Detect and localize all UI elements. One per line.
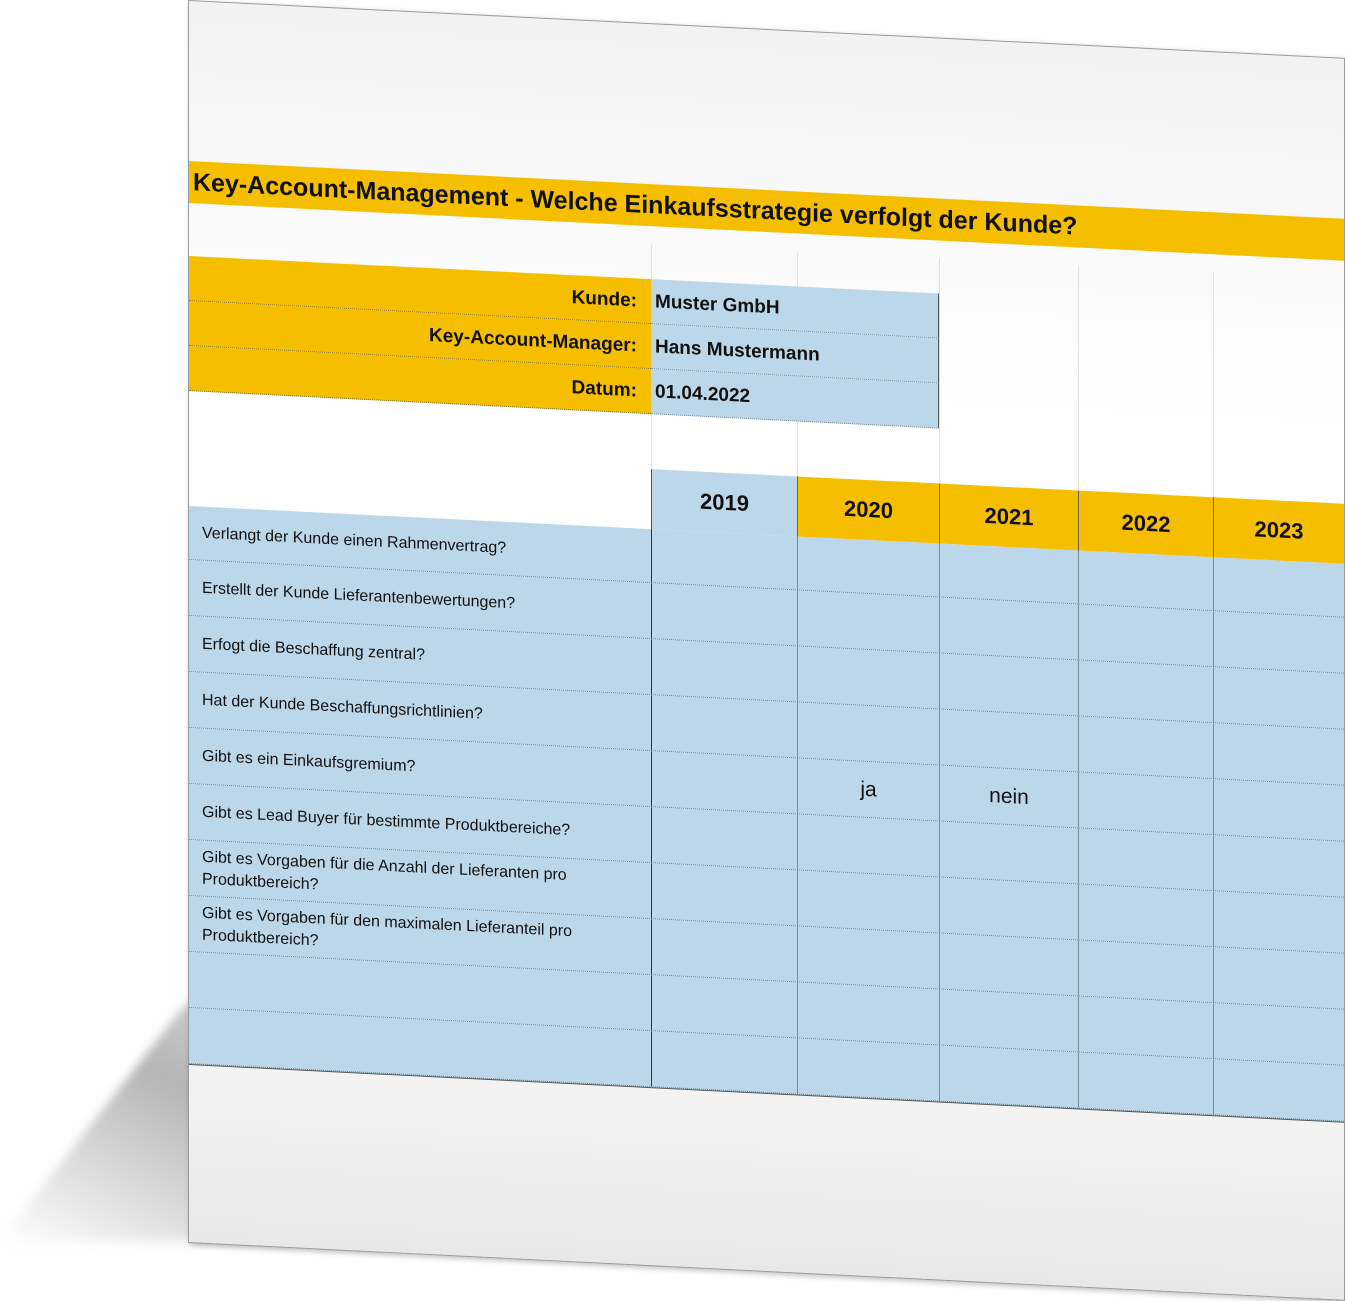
- page-title: Key-Account-Management - Welche Einkaufsstrategie verfolgt der Kunde?: [189, 161, 1344, 261]
- info-label: Key-Account-Manager:: [189, 301, 651, 369]
- answer-cell-2021[interactable]: [939, 1046, 1078, 1108]
- question-label: Gibt es Vorgaben für den maximalen Lieferanteil pro Produktbereich?: [202, 904, 572, 950]
- customer-field[interactable]: Muster GmbH: [651, 279, 939, 338]
- answer-cell-2023[interactable]: [1213, 891, 1344, 953]
- question-label: Gibt es Vorgaben für die Anzahl der Lieferanten pro Produktbereich?: [202, 848, 567, 894]
- date-field[interactable]: 01.04.2022: [651, 369, 939, 428]
- question-label: Erfogt die Beschaffung zentral?: [202, 635, 425, 664]
- answer-cell-2022[interactable]: [1078, 885, 1213, 947]
- answer-cell-2021[interactable]: [939, 544, 1078, 604]
- question-label: Verlangt der Kunde einen Rahmenvertrag?: [202, 524, 507, 557]
- spreadsheet: [189, 161, 1344, 950]
- answer-cell-2019[interactable]: [651, 863, 797, 925]
- answer-cell-2022[interactable]: [1078, 941, 1213, 1003]
- answer-cell-2019[interactable]: [651, 807, 797, 869]
- answer-cell-2023[interactable]: [1213, 947, 1344, 1009]
- year-header-2019: 2019: [651, 469, 797, 536]
- answer-cell-2021[interactable]: [939, 710, 1078, 772]
- answer-cell-2023[interactable]: [1213, 723, 1344, 785]
- question-label: Erstellt der Kunde Lieferantenbewertungen?: [202, 579, 516, 613]
- answer-cell-2022[interactable]: [1078, 661, 1213, 723]
- answer-cell-2020[interactable]: [797, 982, 939, 1044]
- answer-cell-2020[interactable]: [797, 590, 939, 652]
- answer-cell-2022[interactable]: [1078, 1053, 1213, 1115]
- answer-cell-2019[interactable]: [651, 919, 797, 981]
- answer-cell-2019[interactable]: [651, 583, 797, 645]
- answer-cell-2022[interactable]: [1078, 605, 1213, 667]
- answer-cell-2023[interactable]: [1213, 1059, 1344, 1121]
- answer-cell-2020[interactable]: [797, 536, 939, 596]
- answer-cell-2020[interactable]: [797, 1038, 939, 1100]
- answer-cell-2021[interactable]: [939, 990, 1078, 1052]
- answer-cell-2023[interactable]: [1213, 611, 1344, 673]
- year-header-2020: 2020: [797, 476, 939, 543]
- answer-cell-2021[interactable]: [939, 934, 1078, 996]
- answer-cell-2020[interactable]: [797, 702, 939, 764]
- answer-cell-2021[interactable]: nein: [939, 766, 1078, 828]
- manager-field[interactable]: Hans Mustermann: [651, 324, 939, 383]
- answer-cell-2021[interactable]: [939, 654, 1078, 716]
- answer-cell-2021[interactable]: [939, 878, 1078, 940]
- answer-cell-2019[interactable]: [651, 529, 797, 589]
- answer-cell-2019[interactable]: [651, 695, 797, 757]
- answer-cell-2023[interactable]: [1213, 779, 1344, 841]
- answer-cell-2020[interactable]: [797, 870, 939, 932]
- info-label: Kunde:: [189, 256, 651, 324]
- year-header-2023: 2023: [1213, 497, 1344, 564]
- question-label: Hat der Kunde Beschaffungsrichtlinien?: [202, 691, 483, 723]
- answer-cell-2020[interactable]: ja: [797, 758, 939, 820]
- answer-cell-2019[interactable]: [651, 639, 797, 701]
- year-header-2021: 2021: [939, 484, 1078, 551]
- year-header-2022: 2022: [1078, 491, 1213, 558]
- answer-cell-2023[interactable]: [1213, 557, 1344, 617]
- answer-cell-2022[interactable]: [1078, 551, 1213, 611]
- answer-cell-2022[interactable]: [1078, 997, 1213, 1059]
- answer-cell-2021[interactable]: [939, 598, 1078, 660]
- answer-cell-2020[interactable]: [797, 926, 939, 988]
- answer-cell-2022[interactable]: [1078, 829, 1213, 891]
- answer-cell-2021[interactable]: [939, 822, 1078, 884]
- question-label: Gibt es Lead Buyer für bestimmte Produktbereiche?: [202, 803, 571, 839]
- answer-cell-2023[interactable]: [1213, 667, 1344, 729]
- info-label: Datum:: [189, 346, 651, 414]
- answer-cell-2023[interactable]: [1213, 1003, 1344, 1065]
- answer-cell-2019[interactable]: [651, 975, 797, 1037]
- document-page: [188, 0, 1345, 1301]
- question-label: Gibt es ein Einkaufsgremium?: [202, 747, 416, 776]
- answer-cell-2023[interactable]: [1213, 835, 1344, 897]
- answer-cell-2022[interactable]: [1078, 717, 1213, 779]
- answer-cell-2022[interactable]: [1078, 773, 1213, 835]
- answer-cell-2020[interactable]: [797, 646, 939, 708]
- answer-cell-2019[interactable]: [651, 751, 797, 813]
- answer-cell-2020[interactable]: [797, 814, 939, 876]
- answer-cell-2019[interactable]: [651, 1031, 797, 1093]
